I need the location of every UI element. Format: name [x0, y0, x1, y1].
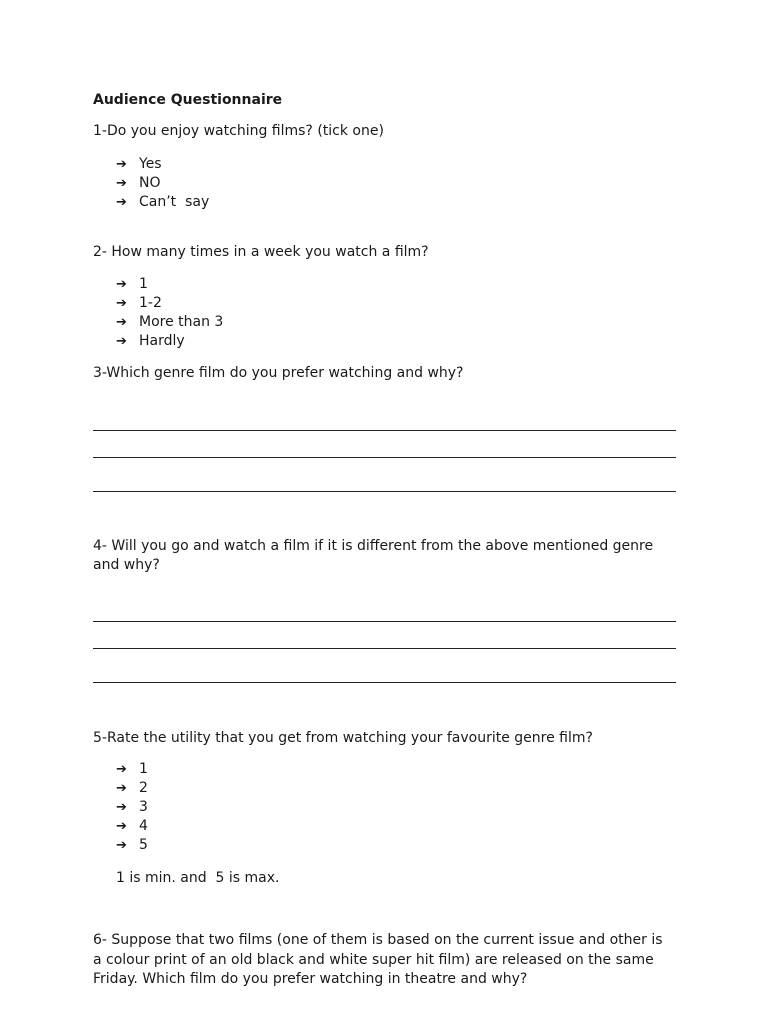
list-item[interactable]: [116, 193, 209, 212]
option-label: 1-2: [139, 295, 162, 311]
question-3-text: 3-Which genre film do you prefer watching and why?: [93, 365, 464, 381]
question-6-line-3: Friday. Which film do you prefer watching in theatre and why?: [93, 971, 528, 987]
answer-line[interactable]: [93, 682, 676, 683]
list-item[interactable]: [116, 836, 148, 855]
arrow-right-icon: ➔: [116, 800, 127, 815]
question-5-text: 5-Rate the utility that you get from watching your favourite genre film?: [93, 730, 593, 746]
option-label: Hardly: [139, 333, 185, 349]
option-label: 4: [139, 818, 148, 834]
arrow-right-icon: ➔: [116, 762, 127, 777]
answer-line[interactable]: [93, 457, 676, 458]
option-label: 3: [139, 799, 148, 815]
option-label: 2: [139, 780, 148, 796]
option-label: NO: [139, 175, 161, 191]
option-label: More than 3: [139, 314, 224, 330]
question-4-line-2: and why?: [93, 557, 160, 573]
question-6-line-1: 6- Suppose that two films (one of them is based on the current issue and other is: [93, 932, 663, 948]
option-label: Yes: [139, 156, 162, 172]
arrow-right-icon: ➔: [116, 838, 127, 853]
list-item[interactable]: [116, 332, 223, 351]
question-1-options: [116, 155, 209, 212]
question-4-line-1: 4- Will you go and watch a film if it is different from the above mentioned genre: [93, 538, 654, 554]
option-label: 1: [139, 761, 148, 777]
answer-line[interactable]: [93, 621, 676, 622]
list-item[interactable]: [116, 817, 148, 836]
answer-line[interactable]: [93, 491, 676, 492]
question-2-options: [116, 275, 223, 351]
arrow-right-icon: ➔: [116, 781, 127, 796]
list-item[interactable]: [116, 174, 209, 193]
arrow-right-icon: ➔: [116, 296, 127, 311]
arrow-right-icon: ➔: [116, 157, 127, 172]
option-label: 1: [139, 276, 148, 292]
list-item[interactable]: [116, 760, 148, 779]
list-item[interactable]: [116, 294, 223, 313]
arrow-right-icon: ➔: [116, 277, 127, 292]
list-item[interactable]: [116, 155, 209, 174]
answer-line[interactable]: [93, 430, 676, 431]
question-6-line-2: a colour print of an old black and white super hit film) are released on the same: [93, 952, 654, 968]
list-item[interactable]: [116, 779, 148, 798]
arrow-right-icon: ➔: [116, 195, 127, 210]
arrow-right-icon: ➔: [116, 315, 127, 330]
list-item[interactable]: [116, 313, 223, 332]
question-1-text: 1-Do you enjoy watching films? (tick one): [93, 123, 384, 139]
arrow-right-icon: ➔: [116, 334, 127, 349]
answer-line[interactable]: [93, 648, 676, 649]
rating-scale-note: 1 is min. and 5 is max.: [116, 870, 280, 886]
list-item[interactable]: [116, 798, 148, 817]
list-item[interactable]: [116, 275, 223, 294]
arrow-right-icon: ➔: [116, 176, 127, 191]
option-label: Can’t say: [139, 194, 210, 210]
arrow-right-icon: ➔: [116, 819, 127, 834]
question-2-text: 2- How many times in a week you watch a film?: [93, 244, 429, 260]
question-5-options: [116, 760, 148, 855]
page-title: Audience Questionnaire: [93, 92, 283, 108]
option-label: 5: [139, 837, 148, 853]
